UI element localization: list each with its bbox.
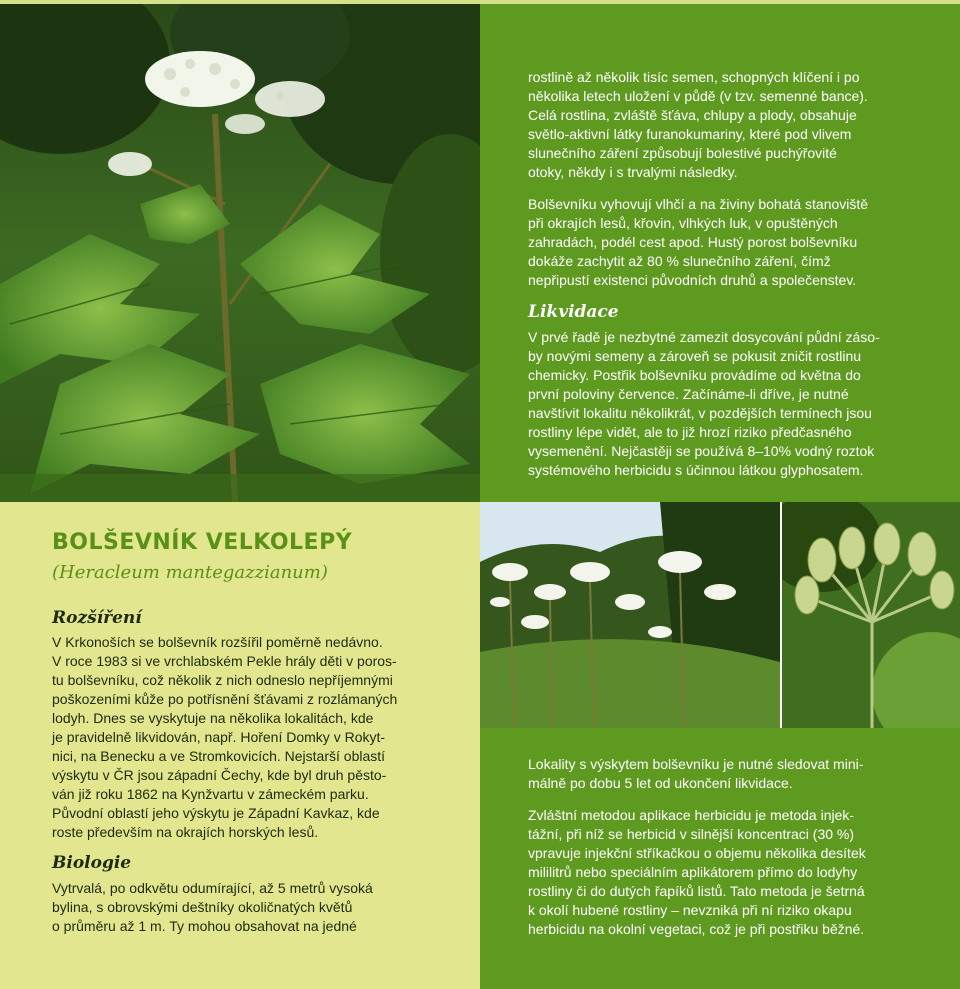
section-heading-rozsireni: Rozšíření <box>52 608 142 628</box>
latin-name: (Heracleum mantegazzianum) <box>52 562 328 583</box>
text-line: Vytrvalá, po odkvětu odumírající, až 5 metrů vysoká <box>52 880 373 896</box>
likvidace-paragraph <box>528 328 948 480</box>
text-line: rostliny či do dutých řapíků listů. Tato metoda je šetrná <box>528 883 865 899</box>
text-panel-bottom-right <box>480 728 960 989</box>
stanoviste-paragraph <box>528 195 938 290</box>
section-heading-biologie: Biologie <box>52 853 132 873</box>
text-line: vpravuje injekční stříkačkou o objemu několika desítek <box>528 845 866 861</box>
biologie-paragraph <box>52 879 462 936</box>
text-line: mililitrů nebo speciálním aplikátorem přímo do lodyhy <box>528 864 858 880</box>
hogweed-meadow-photo <box>480 502 780 728</box>
text-line: výskytu v ČR jsou západní Čechy, kde byl druh pěsto- <box>52 767 387 783</box>
text-line: systémového herbicidu s účinnou látkou glyphosatem. <box>528 462 864 478</box>
hogweed-plant-photo <box>0 4 480 502</box>
text-line: lodyh. Dnes se vyskytuje na několika lokalitách, kde <box>52 710 374 726</box>
text-line: o průměru až 1 m. Ty mohou obsahovat na jedné <box>52 918 357 934</box>
text-line: rostliny lépe vidět, ale to již hrozí riziko předčasného <box>528 424 852 440</box>
text-line: Bolševníku vyhovují vlhčí a na živiny bohatá stanoviště <box>528 196 869 212</box>
text-line: V Krkonoších se bolševník rozšířil poměrně nedávno. <box>52 634 383 650</box>
text-line: bylina, s obrovskými deštníky okoličnatých květů <box>52 899 353 915</box>
text-panel-top-right <box>480 4 960 502</box>
text-line: Zvláštní metodou aplikace herbicidu je metoda injek- <box>528 807 855 823</box>
text-line: chemicky. Postřik bolševníku provádíme od května do <box>528 367 861 383</box>
text-line: by novými semeny a zároveň se pokusit zničit rostlinu <box>528 348 862 364</box>
text-line: V roce 1983 si ve vrchlabském Pekle hrály děti v poros- <box>52 653 397 669</box>
hogweed-seed-closeup-photo <box>782 502 960 728</box>
text-line: herbicidu na okolní vegetaci, což je při postřiku běžné. <box>528 921 865 937</box>
text-line: při okrajích lesů, křovin, vlhkých luk, v opuštěných <box>528 215 838 231</box>
text-line: málně po dobu 5 let od ukončení likvidace. <box>528 775 793 791</box>
text-line: poškozeními kůže po potřísnění šťávami z rozlámaných <box>52 691 398 707</box>
text-line: několika letech uložení v půdě (v tzv. semenné bance). <box>528 88 868 104</box>
text-line: dokáže zachytit až 80 % slunečního záření, čímž <box>528 253 831 269</box>
text-line: je pravidelně likvidován, např. Hoření Domky v Rokyt- <box>52 729 386 745</box>
text-line: navštívit lokalitu několikrát, v pozdějších termínech jsou <box>528 405 872 421</box>
text-line: Celá rostlina, zvláště šťáva, chlupy a plody, obsahuje <box>528 107 857 123</box>
rozsireni-paragraph <box>52 633 462 842</box>
text-line: otoky, někdy i s trvalými následky. <box>528 164 738 180</box>
text-line: vysemenění. Nejčastěji se používá 8–10% vodný roztok <box>528 443 875 459</box>
text-line: k okolí hubené rostliny – nevzniká při ní riziko okapu <box>528 902 852 918</box>
text-line: V prvé řadě je nezbytné zamezit dosycování půdní záso- <box>528 329 880 345</box>
page-title: BOLŠEVNÍK VELKOLEPÝ <box>52 530 353 555</box>
sledovani-paragraph <box>528 755 938 793</box>
biologie-continued <box>528 68 928 182</box>
text-line: ván již roku 1862 na Kynžvartu v zámeckém parku. <box>52 786 369 802</box>
text-line: zahradách, podél cest apod. Hustý porost bolševníku <box>528 234 858 250</box>
text-line: nici, na Benecku a ve Stromkovicích. Nejstarší oblastí <box>52 748 386 764</box>
text-line: první poloviny července. Začínáme-li dříve, je nutné <box>528 386 849 402</box>
text-line: Lokality s výskytem bolševníku je nutné sledovat mini- <box>528 756 864 772</box>
text-line: nepřipustí existenci původních druhů a společenstev. <box>528 272 857 288</box>
text-line: rostlině až několik tisíc semen, schopných klíčení i po <box>528 69 860 85</box>
section-heading-likvidace: Likvidace <box>528 302 619 322</box>
text-line: světlo-aktivní látky furanokumariny, které pod vlivem <box>528 126 852 142</box>
text-line: roste především na okrajích horských lesů. <box>52 824 319 840</box>
text-line: Původní oblastí jeho výskytu je Západní Kavkaz, kde <box>52 805 380 821</box>
text-line: slunečního záření způsobují bolestivé puchýřovité <box>528 145 837 161</box>
text-line: tážní, při níž se herbicid v silnější koncentraci (30 %) <box>528 826 855 842</box>
text-line: tu bolševníku, což několik z nich odneslo nepříjemnými <box>52 672 393 688</box>
injekce-paragraph <box>528 806 948 939</box>
